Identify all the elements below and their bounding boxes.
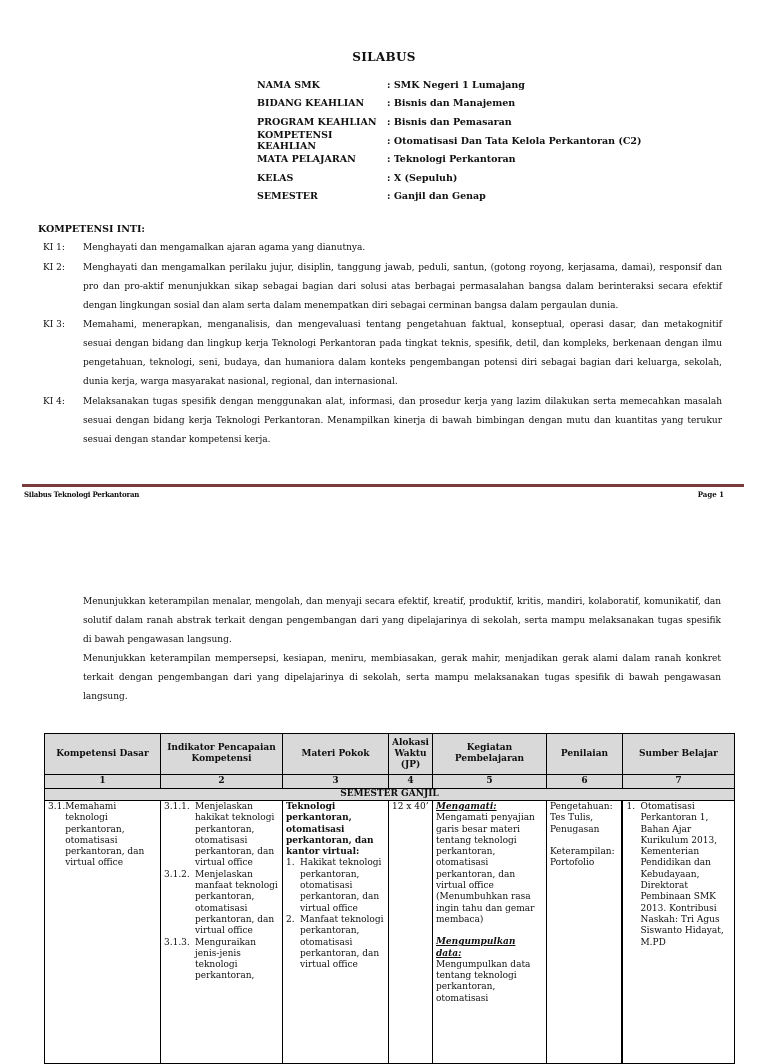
penilaian-line: Pengetahuan: [549,802,613,812]
info-label: KOMPETENSI KEAHLIAN [257,130,333,153]
penilaian-line: Penugasan [549,824,600,835]
list-item [164,938,279,983]
list-item [48,802,157,870]
ki-heading: KOMPETENSI INTI: [38,224,145,235]
indikator-text: Menguraikan jenis-jenis teknologi perkantoran, [195,937,257,982]
list-item [626,802,731,949]
penilaian-line: Portofolio [549,858,595,869]
info-row [257,188,642,207]
ki-text: Melaksanakan tugas spesifik dengan menggunakan alat, informasi, dan prosedur kerja yang lazim dilakukan serta memecahkan masalah sesuai dengan bidang kerja Teknologi Perkantoran. Menampilkan kinerja di bawah bimbingan dengan mutu dan kuantitas yang terukur sesuai dengan standar kompetensi kerja. [83,397,722,445]
table-row [45,801,735,1064]
syllabus-table [44,733,735,1064]
ki-text: Menghayati dan mengamalkan ajaran agama yang dianutnya. [83,243,366,253]
column-header: Indikator Pencapaian Kompetensi [161,734,283,775]
info-value: : X (Sepuluh) [387,172,458,184]
ki-label: KI 1: [43,243,65,253]
info-label: NAMA SMK [257,79,320,91]
list-item [286,915,385,971]
ki-label: KI 2: [43,263,65,273]
materi-list [286,858,385,971]
indikator-text: Menjelaskan hakikat teknologi perkantoran, otomatisasi perkantoran, dan virtual office [195,802,275,869]
info-value: : SMK Negeri 1 Lumajang [387,79,525,91]
penilaian-cell [546,801,622,1064]
ki-label: KI 4: [43,397,65,407]
indikator-number: 3.1.2. [164,869,190,880]
semester-row [45,789,735,801]
penilaian-line: Tes Tulis, [549,813,594,824]
list-item [164,870,279,938]
indikator-text: Menjelaskan manfaat teknologi perkantoran, otomatisasi perkantoran, dan virtual office [195,869,278,937]
kd-text: Memahami teknologi perkantoran, otomatisasi perkantoran, dan virtual office [65,802,145,869]
column-header: Penilaian [546,734,622,775]
column-number: 6 [546,775,622,789]
sumber-list [626,802,731,949]
info-value: : Bisnis dan Pemasaran [387,116,512,128]
table-header-row [45,734,735,775]
sumber-text: Otomatisasi Perkantoran 1, Bahan Ajar Kurikulum 2013, Kementerian Pendidikan dan Kebudayaan, Direktorat Pembinaan SMK 2013. Kontribusi Naskah: Tri Agus Siswanto Hidayat, M.PD [640,802,724,948]
mengamati-heading: Mengamati: [435,802,497,812]
semester-label: SEMESTER GANJIL [45,789,735,801]
materi-text: Manfaat teknologi perkantoran, otomatisasi perkantoran, dan virtual office [300,914,384,971]
kd-number: 3.1. [48,802,66,812]
ki-continuation-paragraph: Menunjukkan keterampilan menalar, mengolah, dan menyaji secara efektif, kreatif, produktif, kritis, mandiri, kolaboratif, komunikatif, dan solutif dalam ranah abstrak terkait dengan pengembangan dari yang dipelajarinya di sekolah, serta mampu melaksanakan tugas spesifik di bawah pengawasan langsung. [83,597,721,645]
indikator-cell [161,801,283,1064]
sumber-cell [622,801,734,1064]
kd-cell [45,801,161,1064]
info-row [257,76,642,95]
indikator-list [164,802,279,983]
kd-list [48,802,157,870]
footer-page-number: Page 1 [697,490,724,499]
ki-item [43,239,722,258]
column-header: Sumber Belajar [622,734,734,775]
penilaian-line: Keterampilan: [549,846,615,857]
info-label: MATA PELAJARAN [257,154,356,166]
sumber-number: 1. [626,802,636,812]
alokasi-cell: 12 x 40’ [389,801,433,1064]
column-number: 2 [161,775,283,789]
footer-rule [22,484,744,487]
info-row [257,169,642,188]
materi-number: 2. [286,914,295,925]
ki-item [43,259,722,316]
materi-title: Teknologi perkantoran, otomatisasi perkantoran, dan kantor virtual: [286,802,374,858]
kegiatan-cell [432,801,546,1064]
info-label: KELAS [257,172,294,184]
list-item [164,802,279,870]
info-row [257,95,642,114]
column-header: Kegiatan Pembelajaran [432,734,546,775]
column-number: 3 [283,775,389,789]
column-number-row [45,775,735,789]
column-number: 5 [432,775,546,789]
info-label: SEMESTER [257,191,318,203]
info-value: : Otomatisasi Dan Tata Kelola Perkantoran (C2) [387,135,642,147]
column-number: 7 [622,775,734,789]
mengamati-text: Mengamati penyajian garis besar materi tentang teknologi perkantoran, otomatisasi perkantoran, dan virtual office (Menumbuhkan rasa ingin tahu dan gemar membaca) [435,813,535,925]
mengumpulkan-heading: Mengumpulkan data: [435,937,516,959]
page-1 [0,0,768,499]
column-number: 4 [389,775,433,789]
ki-item [43,316,722,392]
materi-text: Hakikat teknologi perkantoran, otomatisasi perkantoran, dan virtual office [300,858,382,914]
info-value: : Bisnis dan Manajemen [387,98,516,110]
info-row [257,113,642,132]
ki-text: Memahami, menerapkan, menganalisis, dan mengevaluasi tentang pengetahuan faktual, konseptual, operasi dasar, dan metakognitif sesuai dengan bidang dan lingkup kerja Teknologi Perkantoran pada tingkat teknis, spesifik, detil, dan kompleks, berkenaan dengan ilmu pengetahuan, teknologi, seni, budaya, dan humaniora dalam konteks pengembangan potensi diri sebagai bagian dari keluarga, sekolah, dunia kerja, warga masyarakat nasional, regional, dan internasional. [83,320,722,387]
identity-info [257,76,642,206]
materi-number: 1. [286,858,295,869]
materi-cell [283,801,389,1064]
column-number: 1 [45,775,161,789]
info-label: BIDANG KEAHLIAN [257,98,365,110]
column-header: Materi Pokok [283,734,389,775]
ki-item [43,393,722,450]
ki-continuation-paragraph: Menunjukkan keterampilan mempersepsi, kesiapan, meniru, membiasakan, gerak mahir, menjadikan gerak alami dalam ranah konkret terkait dengan pengembangan dari yang dipelajarinya di sekolah, serta mampu melaksanakan tugas spesifik di bawah pengawasan langsung. [83,654,721,702]
info-row [257,150,642,169]
ki-text: Menghayati dan mengamalkan perilaku jujur, disiplin, tanggung jawab, peduli, santun, (gotong royong, kerjasama, damai), responsif dan pro dan pro-aktif menunjukkan sikap sebagai bagian dari solusi atas berbagai permasalahan bangsa dalam berinteraksi secara efektif dengan lingkungan sosial dan alam serta dalam menempatkan diri sebagai cerminan bangsa dalam pergaulan dunia. [83,263,722,311]
footer-doc-name: Silabus Teknologi Perkantoran [24,490,140,499]
indikator-number: 3.1.3. [164,937,190,948]
info-value: : Ganjil dan Genap [387,191,486,203]
ki-label: KI 3: [43,320,65,330]
column-header: Kompetensi Dasar [45,734,161,775]
mengumpulkan-text: Mengumpulkan data tentang teknologi perkantoran, otomatisasi [435,959,531,1004]
info-label: PROGRAM KEAHLIAN [257,116,377,128]
list-item [286,858,385,914]
column-header: Alokasi Waktu (JP) [389,734,433,775]
info-value: : Teknologi Perkantoran [387,154,516,166]
indikator-number: 3.1.1. [164,802,190,812]
info-row [257,132,642,151]
document-title: SILABUS [352,50,416,64]
